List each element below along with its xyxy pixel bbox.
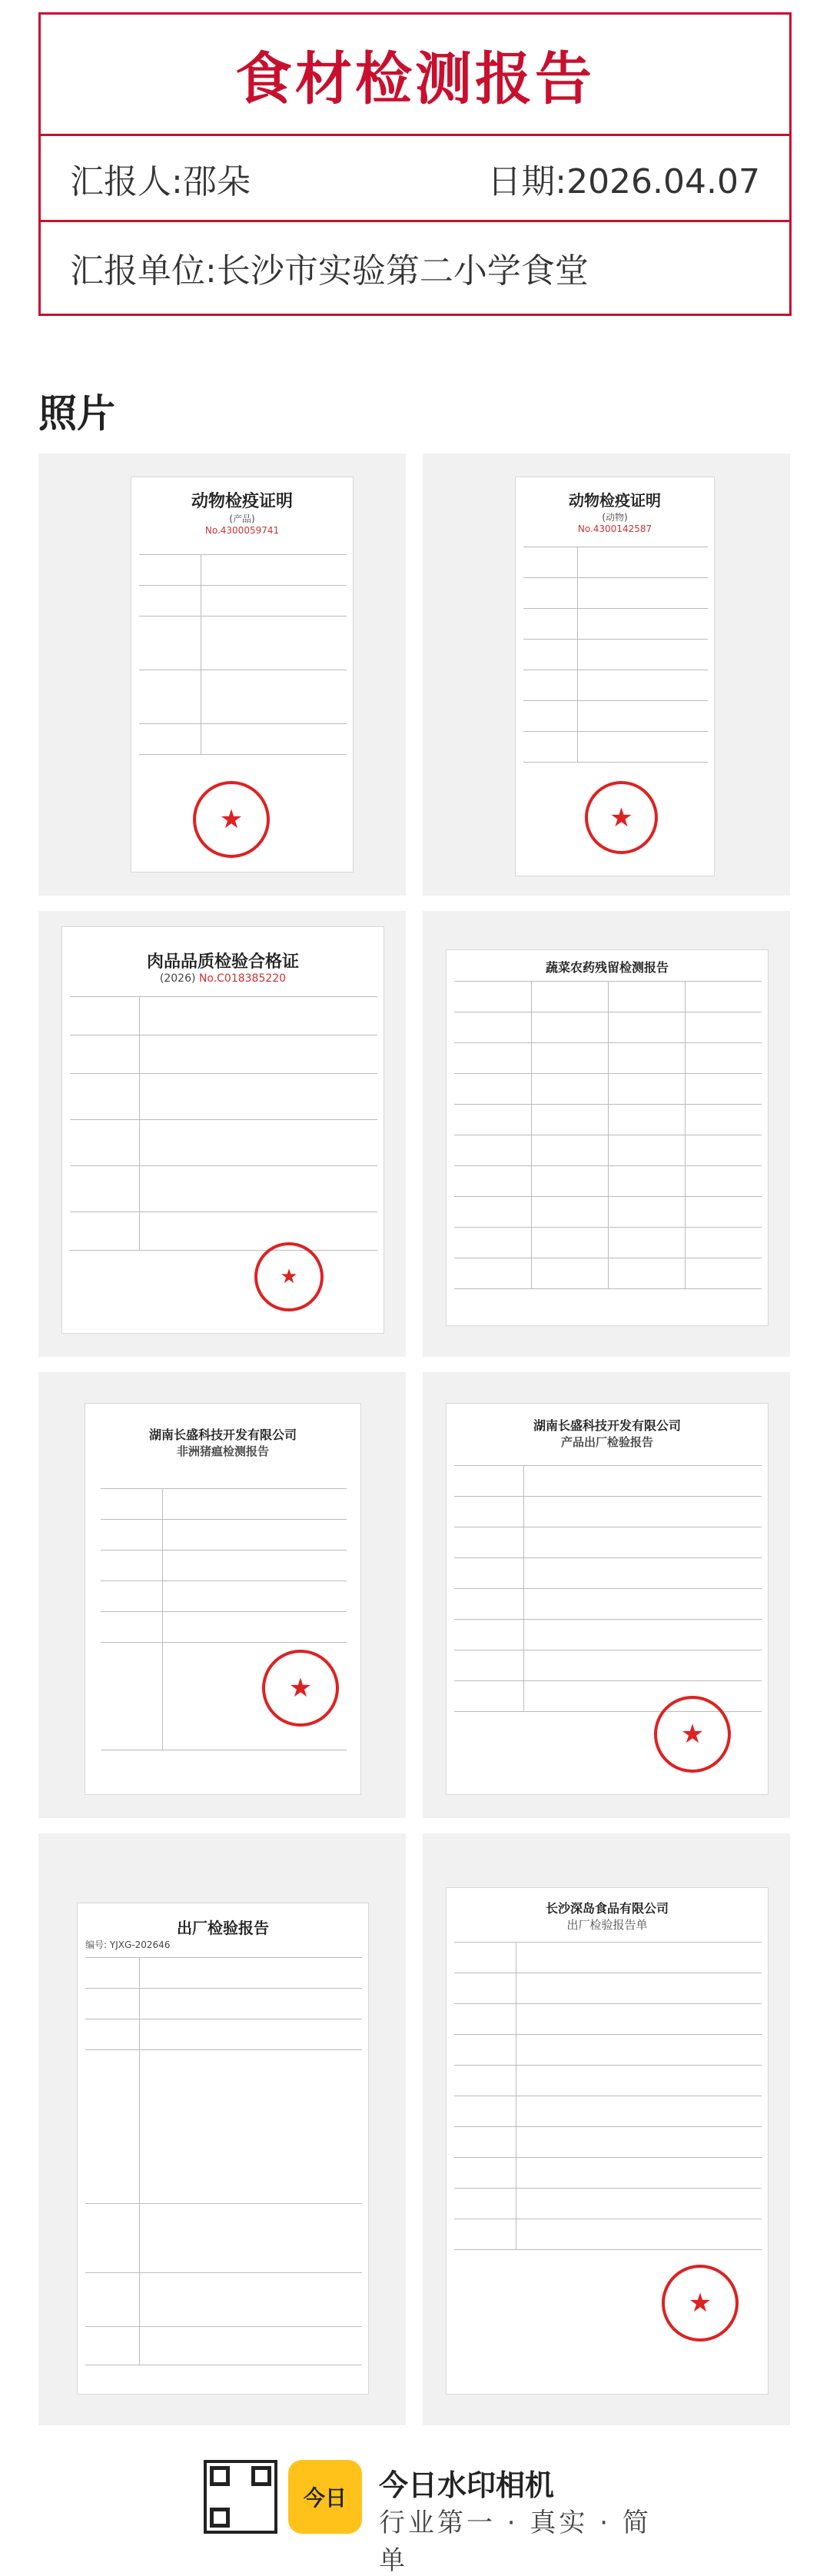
report-title: 食材检测报告 [41,15,789,136]
report-doc [77,1903,369,2395]
photo-3[interactable] [38,911,406,1357]
certificate-doc [61,926,384,1334]
certificate-doc [515,477,715,876]
doc-title: 出厂检验报告 [177,1919,269,1937]
report-doc [85,1403,361,1795]
doc-title: 肉品品质检验合格证 [146,952,299,972]
doc-code: No.4300059741 [204,525,280,536]
watermark-footer [204,2460,665,2576]
red-seal-icon: ★ [262,1650,339,1727]
report-doc [446,949,769,1326]
doc-title: 湖南长盛科技开发有限公司 [148,1428,297,1442]
doc-sub: (动物) [602,512,628,523]
report-doc [446,1403,769,1795]
brand-name: 今日水印相机 [379,2468,555,2502]
logo-text: 今日 [303,2485,347,2511]
qr-code-icon [204,2460,277,2534]
doc-title: 动物检疫证明 [191,492,293,511]
photo-1[interactable] [38,454,406,896]
report-header [38,12,792,316]
doc-sub: (产品) [229,514,255,524]
section-title: 照片 [38,391,115,436]
unit-row [41,222,789,313]
photo-2[interactable] [423,454,790,896]
reporter-row [41,136,789,222]
report-unit: 汇报单位:长沙市实验第二小学食堂 [70,251,589,291]
doc-code: No.C018385220 [198,972,287,985]
photo-5[interactable] [38,1372,406,1818]
doc-sub: 编号: YJXG-202646 [85,1939,171,1950]
doc-title: 湖南长盛科技开发有限公司 [533,1418,681,1433]
doc-sub: 产品出厂检验报告 [560,1435,653,1449]
doc-code: No.4300142587 [577,524,652,534]
doc-title: 长沙深岛食品有限公司 [545,1901,669,1916]
reporter: 汇报人:邵朵 [70,161,251,201]
photo-7[interactable] [38,1833,406,2425]
doc-sub: (2026) [159,972,196,985]
brand-slogan: 行业第一 · 真实 · 简单 [379,2508,652,2576]
report-doc [446,1887,769,2395]
red-seal-icon: ★ [254,1242,324,1311]
red-seal-icon: ★ [193,781,270,858]
doc-sub: 非洲猪瘟检测报告 [176,1444,269,1458]
doc-sub: 出厂检验报告单 [566,1918,648,1932]
red-seal-icon: ★ [654,1696,731,1773]
certificate-doc [131,477,354,873]
red-seal-icon: ★ [662,2265,739,2342]
red-seal-icon: ★ [585,781,658,854]
photo-4[interactable] [423,911,790,1357]
report-date: 日期:2026.04.07 [487,161,760,201]
doc-title: 蔬菜农药残留检测报告 [545,960,669,975]
photo-8[interactable] [423,1833,790,2425]
camera-app-logo-icon [288,2460,362,2534]
doc-title: 动物检疫证明 [569,491,661,510]
photo-6[interactable] [423,1372,790,1818]
